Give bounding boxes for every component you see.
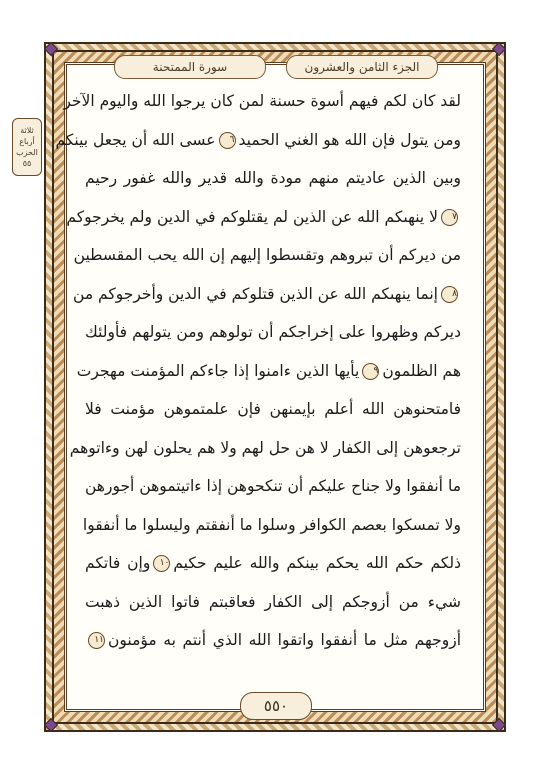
text-line: ولا تمسكوا بعصم الكوافر وسلوا ما أنفقتم وليسلوا ما أنفقوا [82,515,461,534]
hizb-marker-line: الحزب [16,148,38,157]
text-line: أزوجهم مثل ما أنفقوا واتقوا الله الذي أنتم به مؤمنون١١ [85,627,461,653]
text-line: فامتحنوهن الله أعلم بإيمنهن فإن علمتموهن مؤمنت فلا [85,400,461,418]
page-header [74,55,478,79]
text-line: وبين الذين عاديتم منهم مودة والله قدير والله غفور رحيم [85,169,461,187]
hizb-marker-line: ٥٥ [22,159,32,168]
text-line: من ديركم أن تبروهم وتقسطوا إليهم إن الله يحب المقسطين [73,246,461,264]
text-line: شيء من أزوجكم إلى الكفار فعاقبتم فاتوا الذين ذهبت [85,592,461,611]
text-line: لقد كان لكم فيهم أسوة حسنة لمن كان يرجوا الله واليوم الآخر [63,92,461,110]
text-line: هم الظلمون٩يأيها الذين ءامنوا إذا جاءكم المؤمنت مهجرت [76,361,461,380]
ayah-number-icon: ١٠ [153,555,170,572]
text-line: ذلكم حكم الله يحكم بينكم والله عليم حكيم١٠وإن فاتكم [85,554,461,572]
text-line: ٨إنما ينهىكم الله عن الذين قتلوكم في الدين وأخرجوكم من [73,284,457,303]
ayah-number-icon: ٧ [441,209,458,226]
juz-label: الجزء الثامن والعشرون [286,55,438,79]
text-line: ديركم وظهروا على إخراجكم أن تولوهم ومن يتولهم فأولئك [85,323,461,341]
hizb-marker [12,118,42,176]
text-line: ٧لا ينهىكم الله عن الذين لم يقتلوكم في الدين ولم يخرجوكم [66,207,457,226]
text-line: ومن يتول فإن الله هو الغني الحميد٦عسى الله أن يجعل بينكم [55,130,461,149]
quran-text [55,88,461,668]
text-line: ترجعوهن إلى الكفار لا هن حل لهم ولا هم يحلون لهن وءاتوهم [69,438,461,457]
ayah-number-icon: ٦ [219,132,236,149]
surah-label: سورة الممتحنة [114,55,266,79]
text-line: ما أنفقوا ولا جناح عليكم أن تنكحوهن إذا ءاتيتموهن أجورهن [85,477,461,495]
page-number: ٥٥٠ [240,692,312,720]
ayah-number-icon: ٨ [441,286,458,303]
ayah-number-icon: ٩ [362,363,379,380]
ayah-number-icon: ١١ [88,632,105,649]
hizb-marker-line: ثلاثة أرباع [19,126,35,146]
